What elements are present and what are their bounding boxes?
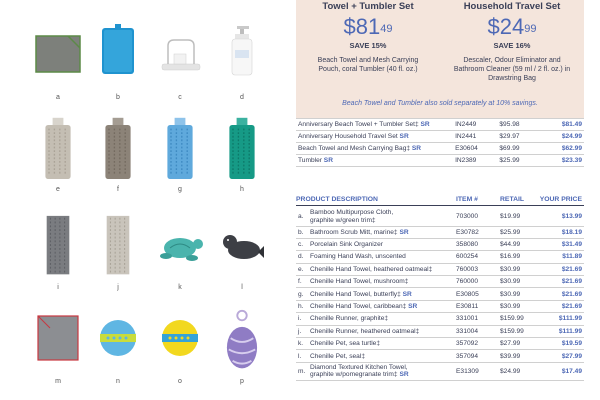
sr-badge: SR: [420, 121, 430, 128]
grid-label: b: [116, 94, 120, 101]
product-letter: e.: [296, 263, 308, 275]
product-retail: $27.99: [498, 338, 538, 350]
grid-cell-b[interactable]: [88, 16, 148, 116]
product-row[interactable]: [296, 208, 584, 226]
product-item-number: 331001: [454, 313, 498, 325]
product-desc-line1: Chenille Hand Towel, mushroom‡: [310, 278, 409, 286]
product-item-number: E30805: [454, 288, 498, 300]
product-description: [308, 338, 454, 350]
sr-badge: SR: [408, 303, 418, 311]
product-grid: [0, 0, 290, 400]
product-desc-line1: Foaming Hand Wash, unscented: [310, 253, 406, 261]
product-row[interactable]: [296, 263, 584, 275]
product-description: [308, 313, 454, 325]
product-letter: h.: [296, 300, 308, 312]
grid-cell-j[interactable]: [88, 206, 148, 306]
product-desc-line2: graphite w/pomegranate trim‡: [310, 371, 398, 379]
set-row-price: $81.49: [538, 119, 584, 131]
set-price: $\$24^{99}$: [487, 14, 537, 39]
product-letter: k.: [296, 338, 308, 350]
product-letter: i.: [296, 313, 308, 325]
grid-cell-i[interactable]: [28, 206, 88, 306]
grid-cell-n[interactable]: [88, 300, 148, 400]
set-title: Towel + Tumbler Set: [322, 1, 414, 12]
grid-cell-o[interactable]: [150, 300, 210, 400]
product-item-number: 760000: [454, 276, 498, 288]
runner-graphite-icon: [34, 214, 82, 280]
grid-label: e: [56, 186, 60, 193]
set-row-retail: $69.99: [497, 143, 537, 155]
product-row[interactable]: [296, 313, 584, 325]
set-row-desc-text: Beach Towel and Mesh Carrying Bag‡: [298, 145, 411, 152]
set-row-item: IN2441: [453, 131, 497, 143]
kitchen-towel-icon: [34, 308, 82, 368]
grid-cell-g[interactable]: [150, 108, 210, 208]
grid-label: f: [117, 186, 119, 193]
product-item-number: 357094: [454, 350, 498, 362]
grid-label: p: [240, 378, 244, 385]
grid-cell-k[interactable]: [150, 206, 210, 306]
product-your-price: $19.59: [538, 338, 584, 350]
product-description: [308, 276, 454, 288]
runner-oatmeal-icon: [94, 214, 142, 280]
grid-cell-h[interactable]: [212, 108, 272, 208]
set-row-price: $24.99: [538, 131, 584, 143]
product-item-number: 331004: [454, 325, 498, 337]
product-item-number: 760003: [454, 263, 498, 275]
grid-cell-f[interactable]: [88, 108, 148, 208]
product-letter: l.: [296, 350, 308, 362]
set-row-retail: $25.99: [497, 155, 537, 167]
chenille-towel-oatmeal-icon: [34, 116, 82, 188]
set-row-description: [296, 119, 453, 131]
product-your-price: $21.69: [538, 276, 584, 288]
product-letter: j.: [296, 325, 308, 337]
product-retail: $25.99: [498, 226, 538, 238]
product-row[interactable]: [296, 362, 584, 380]
product-desc-line1: Porcelain Sink Organizer: [310, 241, 383, 249]
product-description: [308, 226, 454, 238]
product-description: [308, 238, 454, 250]
set-savings: SAVE 16%: [493, 41, 531, 50]
product-your-price: $111.99: [538, 325, 584, 337]
product-retail: $30.99: [498, 288, 538, 300]
sets-promo-box: [296, 0, 584, 118]
product-row[interactable]: [296, 276, 584, 288]
product-desc-line1: Diamond Textured Kitchen Towel,: [310, 363, 408, 371]
grid-label: h: [240, 186, 244, 193]
set-title: Household Travel Set: [463, 1, 561, 12]
product-your-price: $21.69: [538, 288, 584, 300]
product-letter: f.: [296, 276, 308, 288]
grid-label: k: [178, 284, 182, 291]
towel-tumbler-set[interactable]: [296, 0, 440, 74]
product-desc-line1: Chenille Pet, sea turtle‡: [310, 340, 381, 348]
product-row[interactable]: [296, 350, 584, 362]
product-row[interactable]: [296, 288, 584, 300]
set-row-desc-text: Tumbler: [298, 157, 322, 164]
set-row[interactable]: [296, 155, 584, 167]
grid-cell-p[interactable]: [212, 300, 272, 400]
sr-badge: SR: [399, 133, 409, 140]
product-desc-line1: Bamboo Multipurpose Cloth,: [310, 209, 394, 217]
product-row[interactable]: [296, 251, 584, 263]
set-row-desc-text: Anniversary Beach Towel + Tumbler Set‡: [298, 121, 419, 128]
foaming-soap-icon: [218, 24, 266, 84]
product-retail: $30.99: [498, 276, 538, 288]
set-row-price: $23.39: [538, 155, 584, 167]
product-desc-line2: graphite w/green trim‡: [310, 216, 376, 224]
product-your-price: $27.99: [538, 350, 584, 362]
set-row-desc-text: Anniversary Household Travel Set: [298, 133, 398, 140]
set-row-description: [296, 143, 453, 155]
header-your-price: YOUR PRICE: [539, 196, 582, 203]
product-retail: $24.99: [498, 362, 538, 380]
product-item-number: 600254: [454, 251, 498, 263]
grid-label: g: [178, 186, 182, 193]
grid-cell-m[interactable]: [28, 300, 88, 400]
product-description: [308, 350, 454, 362]
product-retail: $44.99: [498, 238, 538, 250]
product-desc-line1: Bathroom Scrub Mitt, marine‡: [310, 228, 398, 236]
product-table-header: [296, 194, 584, 206]
product-item-number: E30811: [454, 300, 498, 312]
grid-cell-c[interactable]: [150, 16, 210, 116]
scrub-mitt-icon: [94, 24, 142, 84]
set-description: Beach Towel and Mesh Carrying Pouch, coral Tumbler (40 fl. oz.): [317, 57, 419, 73]
sr-badge: SR: [399, 371, 409, 379]
product-description: [308, 325, 454, 337]
header-item: ITEM #: [456, 196, 478, 203]
product-retail: $30.99: [498, 300, 538, 312]
product-your-price: $11.89: [538, 251, 584, 263]
set-row-retail: $95.98: [497, 119, 537, 131]
set-row-description: [296, 155, 453, 167]
product-price-table: [296, 208, 584, 381]
set-row[interactable]: [296, 131, 584, 143]
product-letter: a.: [296, 208, 308, 226]
product-row[interactable]: [296, 226, 584, 238]
product-item-number: 358080: [454, 238, 498, 250]
set-row-item: IN2389: [453, 155, 497, 167]
set-row-retail: $29.97: [497, 131, 537, 143]
sink-organizer-icon: [156, 24, 204, 84]
product-row[interactable]: [296, 338, 584, 350]
chenille-towel-caribbean-icon: [218, 116, 266, 188]
product-retail: $39.99: [498, 350, 538, 362]
product-retail: $30.99: [498, 263, 538, 275]
sr-badge: SR: [323, 157, 333, 164]
product-your-price: $13.99: [538, 208, 584, 226]
product-description: [308, 288, 454, 300]
product-your-price: $18.19: [538, 226, 584, 238]
product-your-price: $17.49: [538, 362, 584, 380]
sets-note: Beach Towel and Tumbler also sold separately at 10% savings.: [342, 100, 538, 107]
product-row[interactable]: [296, 300, 584, 312]
header-description: PRODUCT DESCRIPTION: [296, 196, 378, 203]
product-item-number: E31309: [454, 362, 498, 380]
product-description: [308, 208, 454, 226]
product-item-number: 357092: [454, 338, 498, 350]
grid-cell-l[interactable]: [212, 206, 272, 306]
set-description: Descaler, Odour Eliminator and Bathroom Cleaner (59 ml / 2 fl. oz.) in Drawstring Bag: [453, 57, 571, 82]
product-letter: c.: [296, 238, 308, 250]
bamboo-cloth-icon: [34, 24, 82, 84]
product-description: [308, 362, 454, 380]
product-description: [308, 263, 454, 275]
product-retail: $159.99: [498, 325, 538, 337]
set-row-item: IN2449: [453, 119, 497, 131]
product-desc-line1: Chenille Hand Towel, butterfly‡: [310, 290, 401, 298]
set-savings: SAVE 15%: [349, 41, 387, 50]
product-desc-line1: Chenille Runner, graphite‡: [310, 315, 389, 323]
grid-label: m: [55, 378, 61, 385]
grid-label: d: [240, 94, 244, 101]
product-your-price: $31.49: [538, 238, 584, 250]
scrubber-blue-icon: [94, 308, 142, 368]
product-row[interactable]: [296, 325, 584, 337]
grid-cell-d[interactable]: [212, 16, 272, 116]
set-row-description: [296, 131, 453, 143]
sr-badge: SR: [399, 228, 409, 236]
grid-label: l: [241, 284, 243, 291]
product-row[interactable]: [296, 238, 584, 250]
scrubber-yellow-icon: [156, 308, 204, 368]
product-description: [308, 300, 454, 312]
sr-badge: SR: [411, 145, 422, 152]
sr-badge: SR: [402, 290, 412, 298]
grid-label: o: [178, 378, 182, 385]
grid-label: n: [116, 378, 120, 385]
scrubber-purple-icon: [218, 308, 266, 374]
product-description: [308, 251, 454, 263]
grid-label: c: [178, 94, 182, 101]
set-row-item: E30604: [453, 143, 497, 155]
set-price: $\$81^{49}$: [343, 14, 393, 39]
household-travel-set[interactable]: [440, 0, 584, 83]
product-letter: g.: [296, 288, 308, 300]
product-letter: d.: [296, 251, 308, 263]
seal-pet-icon: [218, 214, 266, 274]
sets-price-table: [296, 118, 584, 167]
chenille-towel-butterfly-icon: [156, 116, 204, 188]
product-retail: $159.99: [498, 313, 538, 325]
set-row[interactable]: [296, 119, 584, 131]
product-desc-line1: Chenille Runner, heathered oatmeal‡: [310, 327, 420, 335]
product-item-number: E30782: [454, 226, 498, 238]
header-retail: RETAIL: [500, 196, 525, 203]
product-letter: b.: [296, 226, 308, 238]
product-letter: m.: [296, 362, 308, 380]
sea-turtle-pet-icon: [156, 214, 204, 274]
product-desc-line1: Chenille Pet, seal‡: [310, 352, 365, 360]
product-your-price: $111.99: [538, 313, 584, 325]
grid-label: j: [117, 284, 119, 291]
product-your-price: $21.69: [538, 263, 584, 275]
set-row-price: $62.99: [538, 143, 584, 155]
set-row[interactable]: [296, 143, 584, 155]
grid-cell-a[interactable]: [28, 16, 88, 116]
product-desc-line1: Chenille Hand Towel, caribbean‡: [310, 303, 407, 311]
grid-cell-e[interactable]: [28, 108, 88, 208]
product-desc-line1: Chenille Hand Towel, heathered oatmeal‡: [310, 265, 433, 273]
product-your-price: $21.69: [538, 300, 584, 312]
grid-label: i: [57, 284, 59, 291]
chenille-towel-mushroom-icon: [94, 116, 142, 188]
grid-label: a: [56, 94, 60, 101]
product-item-number: 703000: [454, 208, 498, 226]
product-retail: $19.99: [498, 208, 538, 226]
product-retail: $16.99: [498, 251, 538, 263]
